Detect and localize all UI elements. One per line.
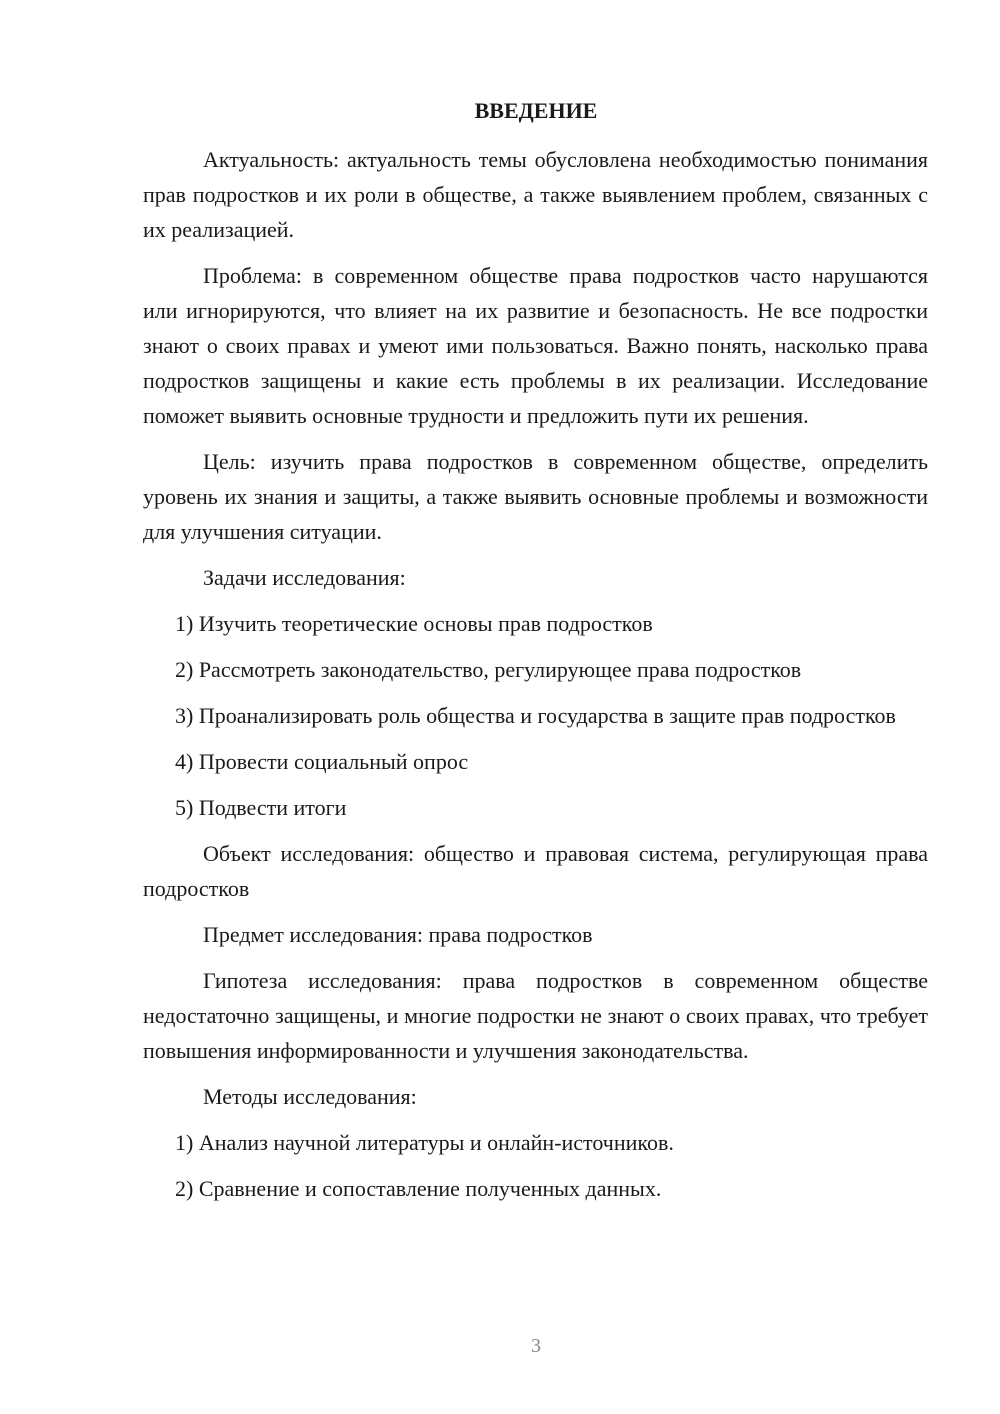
relevance-paragraph: Актуальность: актуальность темы обусловлена необходимостью понимания прав подростков и их роли в обществе, а также выявлением проблем, связанных с их реализацией.: [143, 147, 928, 242]
task-item: 3) Проанализировать роль общества и государства в защите прав подростков: [175, 703, 896, 728]
hypothesis-paragraph: Гипотеза исследования: права подростков в современном обществе недостаточно защищены, и многие подростки не знают о своих правах, что требует повышения информированности и улучшения законодательства.: [143, 968, 928, 1063]
object-paragraph: Объект исследования: общество и правовая система, регулирующая права подростков: [143, 841, 928, 901]
document-body: [143, 142, 928, 1217]
method-item: 2) Сравнение и сопоставление полученных данных.: [175, 1176, 662, 1201]
subject-paragraph: Предмет исследования: права подростков: [203, 922, 593, 947]
problem-paragraph: Проблема: в современном обществе права подростков часто нарушаются или игнорируются, что влияет на их развитие и безопасность. Не все подростки знают о своих правах и умеют ими пользоваться. Важно понять, насколько права подростков защищены и какие есть проблемы в их реализации. Исследование поможет выявить основные трудности и предложить пути их решения.: [143, 263, 928, 428]
section-heading: ВВЕДЕНИЕ: [474, 98, 598, 123]
methods-title: Методы исследования:: [203, 1084, 417, 1109]
tasks-title: Задачи исследования:: [203, 565, 406, 590]
task-item: 2) Рассмотреть законодательство, регулирующее права подростков: [175, 657, 802, 682]
page-number: 3: [531, 1335, 541, 1357]
method-item: 1) Анализ научной литературы и онлайн-источников.: [175, 1130, 674, 1155]
task-item: 5) Подвести итоги: [175, 795, 347, 820]
task-item: 1) Изучить теоретические основы прав подростков: [175, 611, 653, 636]
goal-paragraph: Цель: изучить права подростков в современном обществе, определить уровень их знания и защиты, а также выявить основные проблемы и возможности для улучшения ситуации.: [143, 449, 928, 544]
task-item: 4) Провести социальный опрос: [175, 749, 469, 774]
